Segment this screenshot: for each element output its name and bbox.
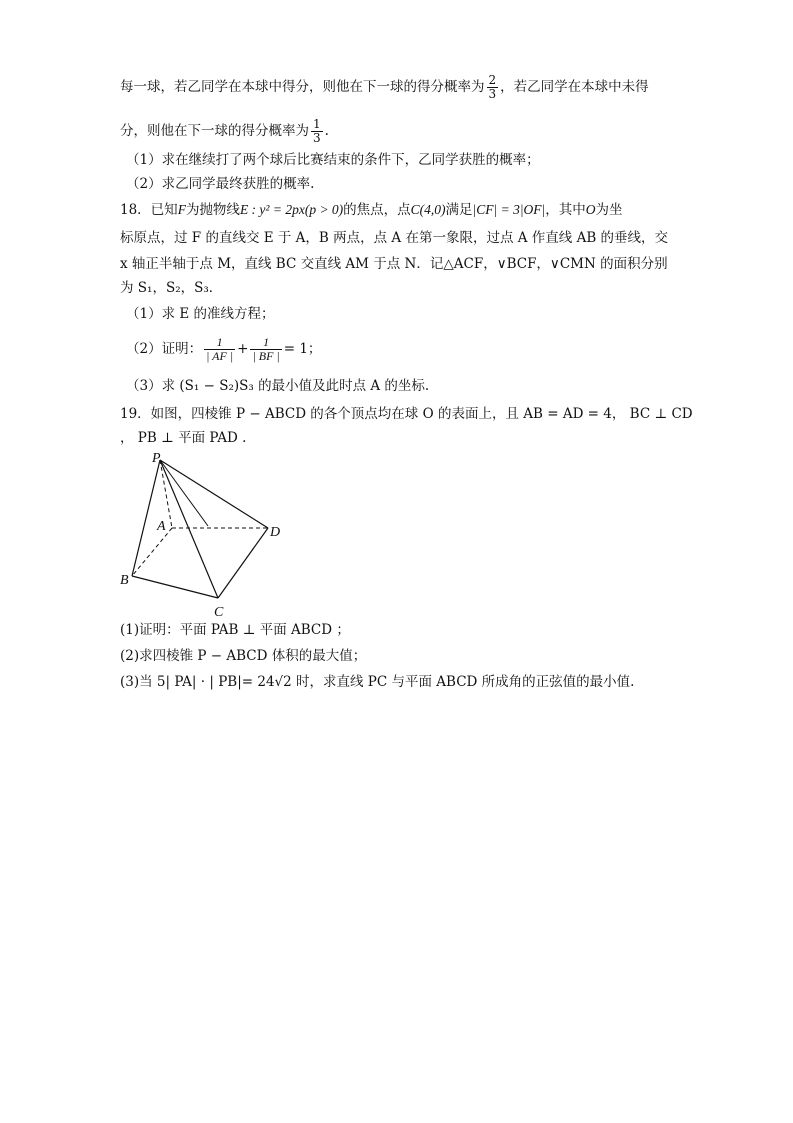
label-c: C [214, 605, 224, 620]
edge-pc [160, 460, 218, 598]
q19-part-1: (1)证明：平面 PAB ⊥ 平面 ABCD ； [120, 622, 350, 638]
edge-pd [160, 460, 268, 528]
q18-part-1: （1）求 E 的准线方程； [126, 306, 275, 322]
label-a: A [157, 519, 166, 534]
q17-part-2: （2）求乙同学最终获胜的概率. [126, 176, 315, 192]
q18-text: （2）证明： [126, 341, 203, 357]
q17-line-2 [120, 118, 329, 145]
fraction-two-thirds [487, 74, 499, 101]
fraction-denominator: | BF | [252, 349, 280, 363]
edge-pa [160, 460, 172, 528]
q18-text: 为坐 [595, 202, 623, 218]
fraction-1-over-af [204, 336, 235, 363]
parabola-equation: E : y² = 2px(p > 0) [239, 202, 344, 217]
plus-sign: + [237, 341, 249, 357]
edge-cd [218, 528, 268, 598]
math-symbol: O [585, 202, 596, 217]
q18-line-3: x 轴正半轴于点 M，直线 BC 交直线 AM 于点 N．记△ACF，∨BCF，∨CMN 的面积分别 [120, 256, 668, 272]
q19-line-1: 19．如图，四棱锥 P − ABCD 的各个顶点均在球 O 的表面上，且 AB = AD = 4， BC ⊥ CD [120, 406, 693, 422]
q19-line-2: ， PB ⊥ 平面 PAD . [120, 430, 247, 446]
q18-text: = 1； [283, 341, 322, 357]
fraction-denominator: 3 [313, 131, 321, 145]
distance-condition: |CF| = 3|OF| [472, 202, 546, 217]
edge-pb [132, 460, 160, 576]
fraction-denominator: 3 [488, 87, 497, 101]
q18-text: 的焦点，点 [343, 202, 411, 218]
fraction-1-over-bf [250, 336, 281, 363]
q18-part-2 [126, 336, 321, 363]
q17-part-1: （1）求在继续打了两个球后比赛结束的条件下，乙同学获胜的概率； [126, 152, 540, 168]
q17-line-1 [120, 74, 649, 101]
label-d: D [270, 525, 281, 540]
label-b: B [120, 573, 129, 588]
fraction-one-third [311, 118, 323, 145]
label-p: P [152, 451, 161, 466]
q19-part-3: (3)当 5| PA| · | PB|= 24√2 时，求直线 PC 与平面 ABCD 所成角的正弦值的最小值. [120, 674, 635, 690]
q18-line-2: 标原点，过 F 的直线交 E 于 A，B 两点，点 A 在第一象限，过点 A 作直线 AB 的垂线，交 [120, 230, 669, 246]
q17-text: 每一球，若乙同学在本球中得分，则他在下一球的得分概率为 [120, 79, 485, 95]
q17-text: . [324, 123, 329, 139]
fraction-numerator: 1 [313, 117, 321, 131]
q18-text: ，其中 [545, 202, 586, 218]
fraction-numerator: 1 [204, 336, 235, 350]
q18-part-3: （3）求 (S₁ − S₂)S₃ 的最小值及此时点 A 的坐标. [126, 378, 430, 394]
math-symbol: F [177, 202, 186, 217]
fraction-denominator: | AF | [206, 349, 234, 363]
q18-text: 18．已知 [120, 202, 178, 218]
q18-text: 满足 [445, 202, 473, 218]
q18-text: 为抛物线 [185, 202, 240, 218]
point-c: C(4,0) [410, 202, 446, 217]
q17-text: 分，则他在下一球的得分概率为 [120, 123, 309, 139]
pyramid-figure [110, 448, 310, 620]
q18-line-1 [120, 200, 623, 220]
q19-part-2: (2)求四棱锥 P − ABCD 体积的最大值； [120, 648, 367, 664]
edge-bc [132, 576, 218, 598]
fraction-numerator: 2 [488, 73, 497, 87]
fraction-numerator: 1 [250, 336, 281, 350]
q18-line-4: 为 S₁，S₂，S₃． [120, 280, 223, 296]
q17-text: ，若乙同学在本球中未得 [500, 79, 649, 95]
